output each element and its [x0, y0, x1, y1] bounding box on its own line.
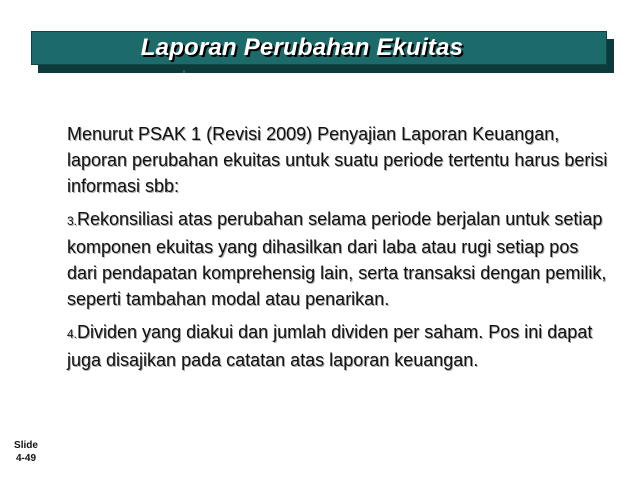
list-item [67, 206, 612, 312]
list-item-text: Rekonsiliasi atas perubahan selama periode berjalan untuk setiap komponen ekuitas yang dihasilkan dari laba atau rugi setiap pos dari pendapatan komprehensig lain, serta transaksi dengan pemilik, seperti tambahan modal atau penarikan. [67, 209, 607, 309]
list-item-text: Dividen yang diakui dan jumlah dividen per saham. Pos ini dapat juga disajikan pada catatan atas laporan keuangan. [67, 322, 593, 370]
list-item [67, 319, 612, 373]
list-item-number: 3. [67, 214, 78, 228]
slide-title: Laporan Perubahan Ekuitas [140, 34, 464, 61]
list-item-number: 4. [67, 327, 78, 341]
intro-paragraph: Menurut PSAK 1 (Revisi 2009) Penyajian Laporan Keuangan, laporan perubahan ekuitas untuk suatu periode tertentu harus berisi informasi sbb: [67, 124, 608, 196]
slide-number-label [9, 439, 43, 465]
slide-label-text: Slide [14, 440, 38, 451]
title-divider-mark [183, 70, 185, 73]
slide-body [67, 121, 612, 373]
title-bar [31, 31, 607, 65]
slide-number: 4-49 [15, 453, 36, 464]
